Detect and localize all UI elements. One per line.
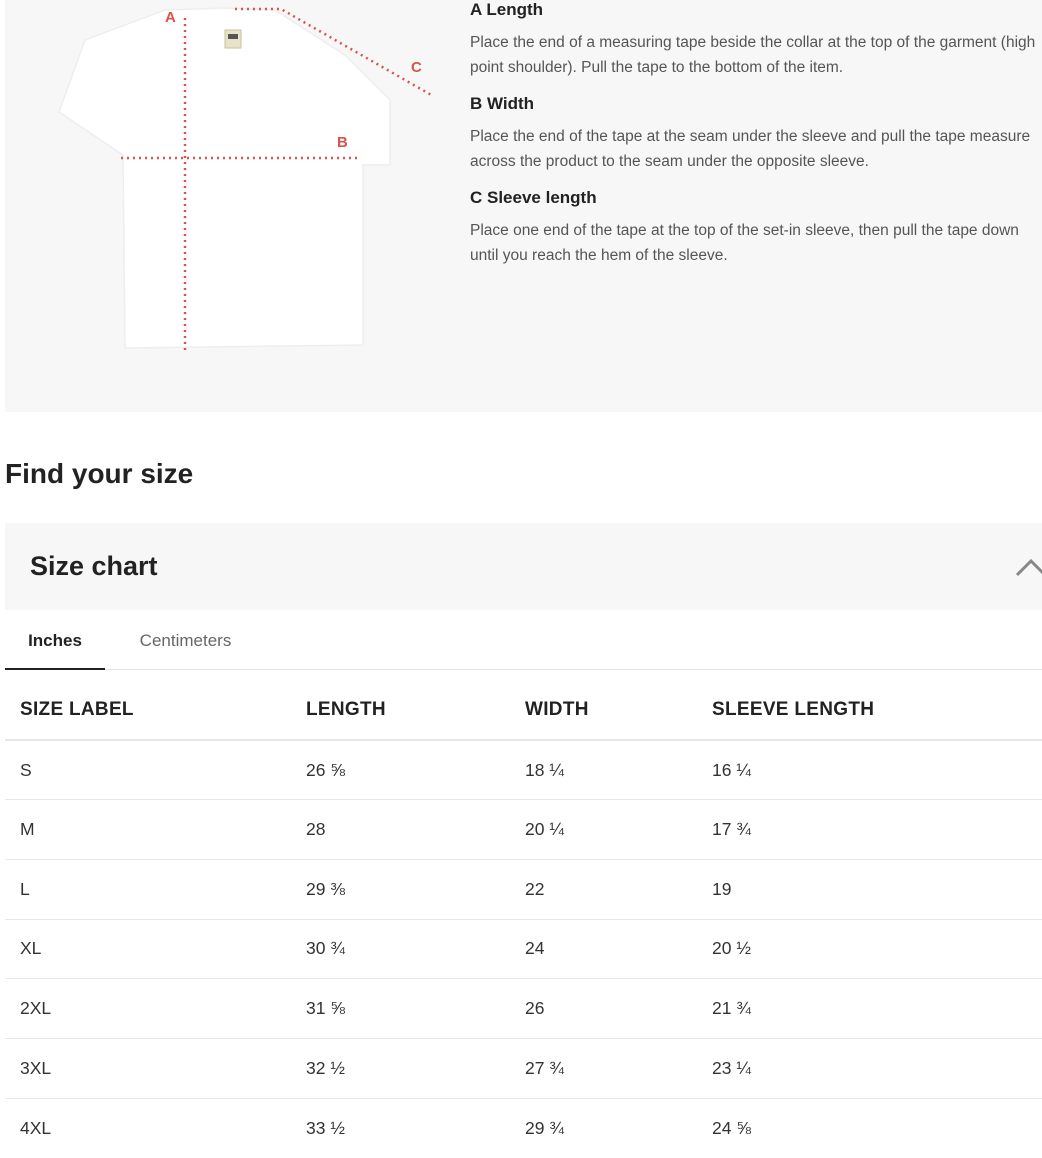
length-cell: 28 (306, 800, 525, 860)
column-header: SIZE LABEL (5, 680, 306, 740)
sleeve-cell: 16 ¼ (712, 740, 1042, 800)
find-size-heading: Find your size (5, 458, 194, 489)
tab-inches[interactable]: Inches (5, 612, 105, 670)
width-cell: 26 (525, 979, 712, 1039)
label-c: C (411, 59, 422, 76)
sleeve-cell: 19 (712, 859, 1042, 919)
width-cell: 22 (525, 859, 712, 919)
sleeve-cell: 17 ¾ (712, 800, 1042, 860)
size-cell: 3XL (5, 1038, 306, 1098)
sleeve-cell: 24 ⅝ (712, 1117, 751, 1138)
measure-description: Place the end of a measuring tape beside the collar at the top of the garment (high point shoulder). Pull the tape to the bottom of the item. (470, 34, 1036, 76)
size-cell: 2XL (5, 979, 306, 1039)
sleeve-cell: 20 ½ (712, 919, 1042, 979)
measure-description: Place one end of the tape at the top of the set-in sleeve, then pull the tape down until you reach the hem of the sleeve. (470, 222, 1019, 264)
size-chart-title: Size chart (30, 551, 158, 581)
length-cell: 26 ⅝ (306, 740, 525, 800)
column-header: WIDTH (525, 680, 712, 740)
size-table (5, 680, 1042, 1158)
size-cell: S (5, 740, 306, 800)
width-cell: 18 ¼ (525, 740, 712, 800)
tshirt-shape (59, 8, 390, 348)
size-cell: L (5, 859, 306, 919)
measure-length (470, 0, 1040, 80)
table-row (5, 979, 1042, 1039)
length-cell: 33 ½ (306, 1117, 345, 1138)
width-cell: 24 (525, 919, 712, 979)
table-row (5, 859, 1042, 919)
size-cell: 4XL (20, 1117, 52, 1138)
measure-title: B Width (470, 94, 535, 113)
size-cell: XL (5, 919, 306, 979)
tshirt-diagram (45, 0, 445, 360)
measure-width (470, 94, 1040, 174)
width-cell: 29 ¾ (525, 1117, 564, 1138)
tab-centimeters[interactable]: Centimeters (139, 631, 232, 650)
measure-title: A Length (470, 0, 544, 19)
measure-title: C Sleeve length (470, 188, 597, 207)
column-header: SLEEVE LENGTH (712, 680, 1042, 740)
measure-sleeve (470, 188, 1040, 268)
column-header: LENGTH (306, 680, 525, 740)
chevron-up-icon[interactable] (1014, 555, 1042, 579)
measurement-descriptions (470, 0, 1040, 268)
label-a: A (165, 9, 176, 26)
sleeve-cell: 21 ¾ (712, 979, 1042, 1039)
table-row (5, 800, 1042, 860)
length-cell: 29 ⅜ (306, 859, 525, 919)
size-chart-accordion-header[interactable] (5, 523, 1042, 610)
measure-description: Place the end of the tape at the seam under the sleeve and pull the tape measure across the product to the seam under the opposite sleeve. (470, 128, 1031, 170)
size-cell: M (5, 800, 306, 860)
length-cell: 30 ¾ (306, 919, 525, 979)
table-row (5, 1098, 1042, 1158)
table-row (5, 919, 1042, 979)
width-cell: 27 ¾ (525, 1038, 712, 1098)
measurement-guide (5, 0, 1042, 412)
unit-tabs (5, 612, 1042, 670)
table-header-row (5, 680, 1042, 740)
sleeve-cell: 23 ¼ (712, 1038, 1042, 1098)
label-b: B (337, 134, 348, 151)
length-cell: 31 ⅝ (306, 979, 525, 1039)
table-row (5, 740, 1042, 800)
table-row (5, 1038, 1042, 1098)
width-cell: 20 ¼ (525, 800, 712, 860)
length-cell: 32 ½ (306, 1038, 525, 1098)
